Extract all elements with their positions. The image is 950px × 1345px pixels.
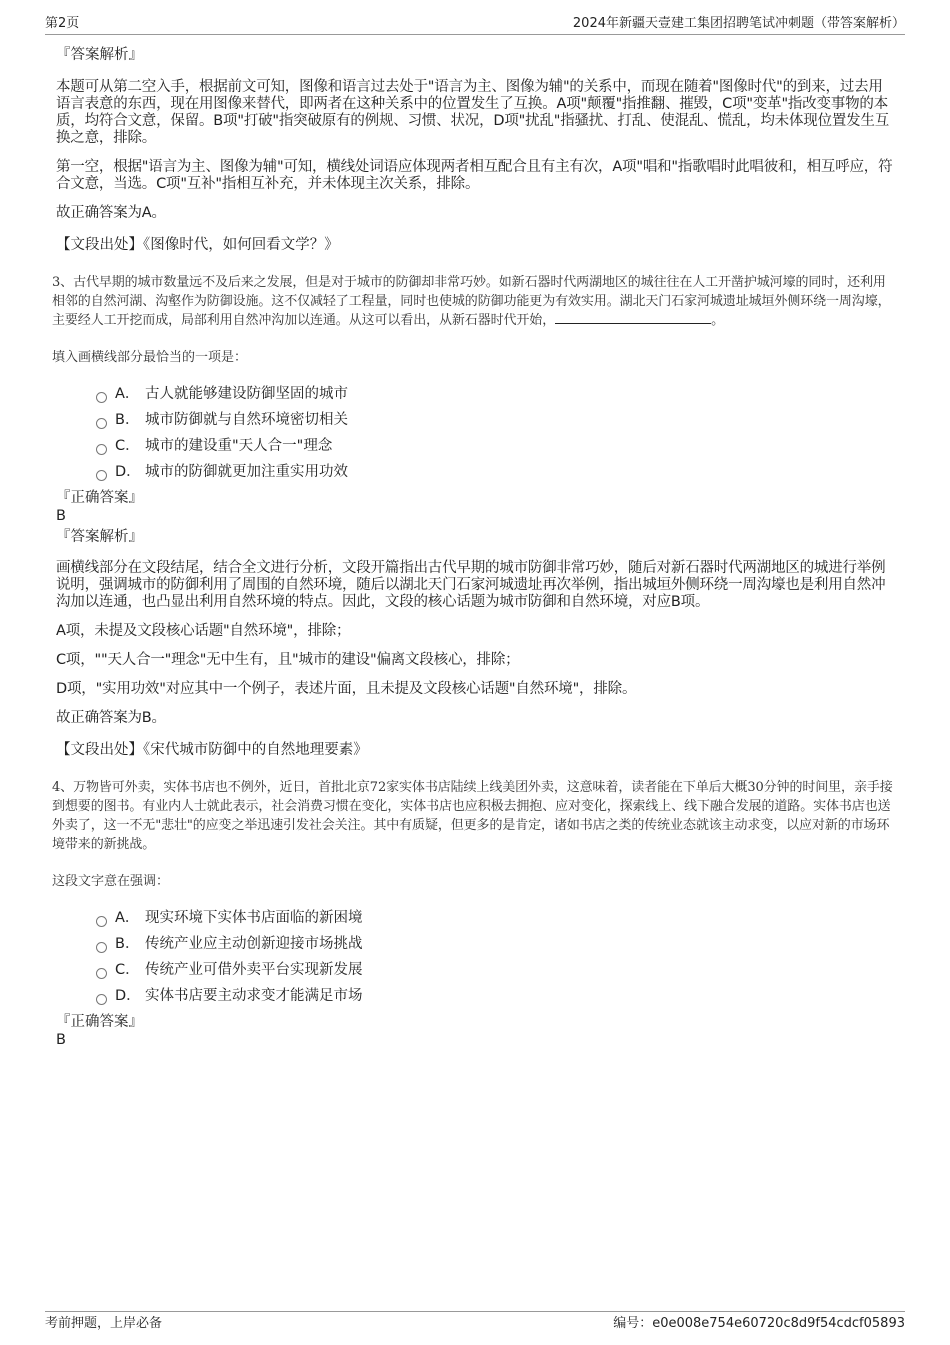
q2-analysis-p2: 第一空，根据"语言为主、图像为辅"可知，横线处词语应体现两者相互配合且有主有次，A项"唱和"指歌唱时此唱彼和，相互呼应，符合文意，当选。C项"互补"指相互补充，并未体现主次关系，排除。 (56, 159, 893, 192)
radio-icon[interactable] (96, 444, 107, 455)
radio-icon[interactable] (96, 392, 107, 403)
page-content (52, 46, 894, 1049)
q3-analysis-p4: D项，"实用功效"对应其中一个例子，表述片面，且未提及文段核心话题"自然环境"，排除。 (56, 681, 637, 697)
option-letter: C． (115, 438, 140, 454)
option-letter: B． (115, 412, 140, 428)
q4-answer: B (56, 1032, 66, 1048)
option-text: 传统产业可借外卖平台实现新发展 (145, 962, 363, 978)
q3-options (96, 381, 894, 485)
radio-icon[interactable] (96, 418, 107, 429)
q3-option-c[interactable] (96, 433, 894, 459)
q3-stem-text: 3、古代早期的城市数量远不及后来之发展，但是对于城市的防御却非常巧妙。如新石器时代两湖地区的城往往在人工开凿护城河壕的同时，还利用相邻的自然河湖、沟壑作为防御设施。这不仅减轻了工程量，同时也使城的防御功能更为有效实用。湖北天门石家河城遗址城垣外侧环绕一周沟壕，主要经人工开挖而成，局部利用自然冲沟加以连通。从这可以看出，从新石器时代开始， (52, 275, 891, 328)
q3-analysis-p3: C项，""天人合一"理念"无中生有，且"城市的建设"偏离文段核心，排除； (56, 652, 520, 668)
option-text: 现实环境下实体书店面临的新困境 (145, 910, 363, 926)
radio-icon[interactable] (96, 470, 107, 481)
q2-analysis-label: 『答案解析』 (56, 47, 143, 63)
q3-option-d[interactable] (96, 459, 894, 485)
document-title: 2024年新疆天壹建工集团招聘笔试冲刺题（带答案解析） (572, 16, 905, 31)
page-footer (45, 1311, 905, 1332)
option-letter: B． (115, 936, 140, 952)
page-number: 第2页 (45, 16, 80, 31)
q3-option-a[interactable] (96, 381, 894, 407)
q4-answer-label: 『正确答案』 (56, 1014, 143, 1030)
radio-icon[interactable] (96, 968, 107, 979)
q4-stem: 4、万物皆可外卖，实体书店也不例外，近日，首批北京72家实体书店陆续上线美团外卖，这意味着，读者能在下单后大概30分钟的时间里，亲手接到想要的图书。有业内人士就此表示，社会消费习惯在变化，实体书店也应积极去拥抱、应对变化，探索线上、线下融合发展的道路。实体书店也送外卖了，这一不无"悲壮"的应变之举迅速引发社会关注。其中有质疑，但更多的是肯定，诸如书店之类的传统业态就该主动求变，以应对新的市场环境带来的新挑战。 (52, 780, 893, 852)
page-header (45, 14, 905, 35)
q3-answer: B (56, 508, 66, 524)
option-letter: A． (115, 910, 140, 926)
radio-icon[interactable] (96, 916, 107, 927)
option-text: 传统产业应主动创新迎接市场挑战 (145, 936, 363, 952)
radio-icon[interactable] (96, 942, 107, 953)
option-letter: C． (115, 962, 140, 978)
q3-analysis-label: 『答案解析』 (56, 529, 143, 545)
radio-icon[interactable] (96, 994, 107, 1005)
option-letter: A． (115, 386, 140, 402)
q3-stem-end: 。 (711, 313, 725, 328)
q2-analysis-p1: 本题可从第二空入手，根据前文可知，图像和语言过去处于"语言为主、图像为辅"的关系中，而现在随着"图像时代"的到来，过去用语言表意的东西，现在用图像来替代，即两者在这种关系中的位置发生了互换。A项"颠覆"指推翻、摧毁，C项"变革"指改变事物的本质，均符合文意，保留。B项"打破"指突破原有的例规、习惯、状况，D项"扰乱"指骚扰、打乱、使混乱、慌乱，均未体现位置发生互换之意，排除。 (56, 79, 890, 146)
option-text: 古人就能够建设防御坚固的城市 (145, 386, 348, 402)
q3-option-b[interactable] (96, 407, 894, 433)
q4-options (96, 905, 894, 1009)
q3-analysis-p2: A项，未提及文段核心话题"自然环境"，排除； (56, 623, 351, 639)
q4-prompt: 这段文字意在强调： (52, 874, 170, 889)
q4-option-c[interactable] (96, 957, 894, 983)
q2-analysis-p3: 故正确答案为A。 (56, 205, 166, 221)
q2-source: 【文段出处】《图像时代，如何回看文学？》 (56, 237, 339, 253)
q3-blank (555, 311, 711, 324)
q3-prompt: 填入画横线部分最恰当的一项是： (52, 350, 248, 365)
footer-slogan: 考前押题，上岸必备 (45, 1316, 163, 1331)
option-text: 实体书店要主动求变才能满足市场 (145, 988, 363, 1004)
option-text: 城市防御就与自然环境密切相关 (145, 412, 348, 428)
q4-option-b[interactable] (96, 931, 894, 957)
option-letter: D． (115, 464, 141, 480)
q4-option-a[interactable] (96, 905, 894, 931)
q3-stem (52, 273, 894, 330)
q3-analysis-p5: 故正确答案为B。 (56, 710, 166, 726)
q3-analysis-p1: 画横线部分在文段结尾，结合全文进行分析，文段开篇指出古代早期的城市防御非常巧妙，随后对新石器时代两湖地区的城进行举例说明，强调城市的防御利用了周围的自然环境，随后以湖北天门石家河城遗址再次举例，指出城垣外侧环绕一周沟壕也是利用自然冲沟加以连通，也凸显出利用自然环境的特点。因此，文段的核心话题为城市防御和自然环境，对应B项。 (56, 560, 886, 610)
q3-answer-label: 『正确答案』 (56, 490, 143, 506)
q3-source: 【文段出处】《宋代城市防御中的自然地理要素》 (56, 742, 368, 758)
option-text: 城市的建设重"天人合一"理念 (145, 438, 333, 454)
option-letter: D． (115, 988, 141, 1004)
option-text: 城市的防御就更加注重实用功效 (145, 464, 348, 480)
q4-option-d[interactable] (96, 983, 894, 1009)
document-id: 编号：e0e008e754e60720c8d9f54cdcf05893 (613, 1316, 905, 1331)
